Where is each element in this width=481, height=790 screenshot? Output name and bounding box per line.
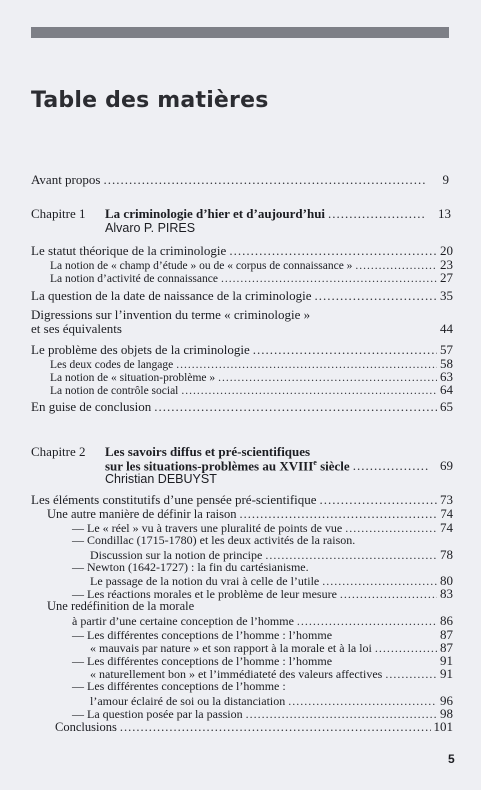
toc-entry-guise[interactable]: En guise de conclusion ..... 65 xyxy=(31,400,453,413)
leader-dots xyxy=(120,721,431,734)
chapter-author: Alvaro P. PIRES xyxy=(105,221,196,235)
toc-entry-controle[interactable]: La notion de contrôle social ..... 64 xyxy=(50,383,453,398)
toc-entry-reactions[interactable]: — Les réactions morales et le problème de leur mesure ..... 83 xyxy=(72,587,453,600)
toc-entry-reel[interactable]: — Le « réel » vu à travers une pluralité de points de vue ..... 74 xyxy=(72,521,453,534)
toc-entry-maniere[interactable]: Une autre manière de définir la raison ..... 74 xyxy=(47,508,453,521)
leader-dots xyxy=(345,522,437,534)
leader-dots xyxy=(103,173,424,186)
toc-entry-conceptions-3: — Les différentes conceptions de l’homme : xyxy=(72,679,286,693)
toc-entry-mauvais[interactable]: « mauvais par nature » et son rapport à la morale et à la loi ..... 87 xyxy=(90,641,453,654)
leader-dots xyxy=(314,289,437,302)
toc-entry-elements[interactable]: Les éléments constitutifs d’une pensée pré-scientifique ..... 73 xyxy=(31,493,453,506)
toc-entry-codes[interactable]: Les deux codes de langage ..... 58 xyxy=(50,357,453,372)
leader-dots xyxy=(154,400,437,413)
toc-entry-statut[interactable]: Le statut théorique de la criminologie ..... 20 xyxy=(31,244,453,257)
leader-dots xyxy=(297,615,437,627)
toc-entry-champ[interactable]: La notion de « champ d’étude » ou de « corpus de connaissance » ..... 23 xyxy=(50,258,453,273)
toc-entry-conception-homme[interactable]: à partir d’une certaine conception de l’homme ..... 86 xyxy=(72,614,453,627)
leader-dots xyxy=(322,575,437,587)
page-ref: 9 xyxy=(442,172,449,187)
toc-entry-amour[interactable]: l’amour éclairé de soi ou la distanciation ..... 96 xyxy=(90,694,453,707)
leader-dots xyxy=(288,695,437,707)
toc-entry-conceptions-2[interactable]: — Les différentes conceptions de l’homme : l’homme 91 xyxy=(72,653,453,668)
toc-entry-chapitre-2[interactable]: sur les situations-problèmes au XVIIIe siècle ..... 69 xyxy=(105,459,453,472)
leader-dots xyxy=(240,508,438,521)
leader-dots xyxy=(375,642,437,654)
chapter-title: La criminologie d’hier et d’aujourd’hui xyxy=(105,206,326,221)
page-ref: 13 xyxy=(438,206,451,221)
toc-entry-vrai-utile[interactable]: Le passage de la notion du vrai à celle de l’utile ..... 80 xyxy=(90,574,453,587)
leader-dots xyxy=(221,274,437,286)
toc-entry-conceptions-1[interactable]: — Les différentes conceptions de l’homme : l’homme 87 xyxy=(72,627,453,642)
leader-dots xyxy=(385,668,437,680)
chapter-label: Chapitre 2 xyxy=(31,444,86,459)
chapter-title: Les savoirs diffus et pré-scientifiques xyxy=(105,444,311,459)
toc-entry-activite[interactable]: La notion d’activité de connaissance ..... 27 xyxy=(50,271,453,286)
toc-entry-chapitre-1[interactable] xyxy=(31,207,451,220)
toc-entry-objets[interactable]: Le problème des objets de la criminologie ..... 57 xyxy=(31,343,453,356)
leader-dots xyxy=(229,244,437,257)
toc-entry-newton: — Newton (1642-1727) : la fin du cartésianisme. xyxy=(72,560,309,574)
toc-entry-date[interactable]: La question de la date de naissance de la criminologie ..... 35 xyxy=(31,289,453,302)
chapter-author: Christian DEBUYST xyxy=(105,472,217,486)
leader-dots xyxy=(320,493,437,506)
toc-entry-condillac: — Condillac (1715-1780) et les deux activités de la raison. xyxy=(72,533,356,547)
toc-entry-situation[interactable]: La notion de « situation-problème » ..... 63 xyxy=(50,370,453,385)
leader-dots xyxy=(353,459,428,472)
toc-entry-passion[interactable]: — La question posée par la passion ..... 98 xyxy=(72,707,453,720)
toc-entry-conclusions[interactable]: Conclusions ..... 101 xyxy=(55,720,453,734)
page-ref: 69 xyxy=(440,458,453,474)
leader-dots xyxy=(328,207,424,220)
toc-entry-digressions: Digressions sur l’invention du terme « criminologie » xyxy=(31,307,311,322)
toc-entry-digressions-cont[interactable]: et ses équivalents 44 xyxy=(31,321,453,336)
toc-entry-principe[interactable]: Discussion sur la notion de principe ..... 78 xyxy=(90,548,453,561)
leader-dots xyxy=(340,588,437,600)
page-title: Table des matières xyxy=(31,88,269,113)
toc-entry-naturellement[interactable]: « naturellement bon » et l’immédiateté des valeurs affectives ..... 91 xyxy=(90,667,453,680)
toc-entry-redefinition: Une redéfinition de la morale xyxy=(47,599,195,613)
page-number: 5 xyxy=(448,752,455,766)
toc-entry-avant-propos[interactable]: Avant propos ..... 9 xyxy=(31,173,449,186)
leader-dots xyxy=(181,386,437,398)
chapter-label: Chapitre 1 xyxy=(31,206,86,221)
leader-dots xyxy=(253,343,437,356)
leader-dots xyxy=(246,708,437,720)
